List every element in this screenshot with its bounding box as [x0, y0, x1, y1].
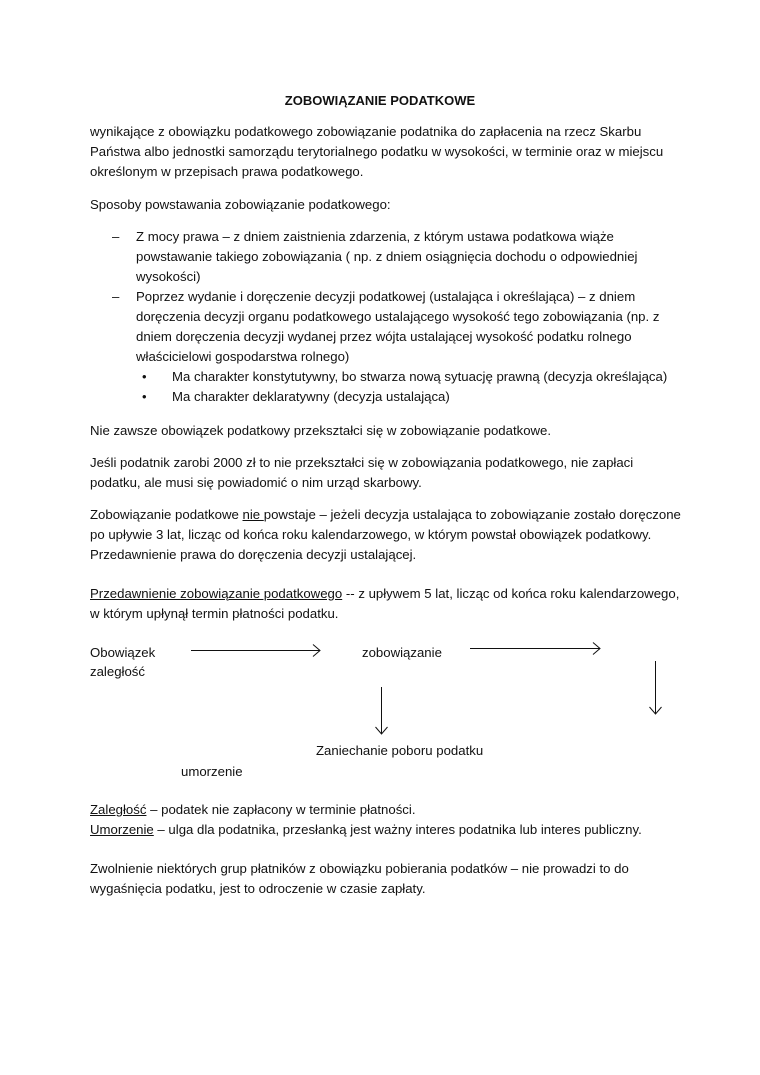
- ways-line: właścicielowi gospodarstwa rolnego): [136, 349, 350, 364]
- ways-line: powstawanie takiego zobowiązania ( np. z dniem osiągnięcia dochodu o odpowiedniej: [136, 249, 638, 264]
- definition-text: – ulga dla podatnika, przesłanką jest ważny interes podatnika lub interes publiczny.: [153, 822, 642, 837]
- ways-line: Poprzez wydanie i doręczenie decyzji podatkowej (ustalająca i określająca) – z dniem: [136, 289, 636, 304]
- not-arise-post: powstaje – jeżeli decyzja ustalająca to zobowiązanie zostało doręczone: [263, 507, 681, 522]
- decision-character-item: [90, 387, 680, 407]
- arrow-right-icon: [191, 645, 320, 657]
- example-line: Jeśli podatnik zarobi 2000 zł to nie przekształci się w zobowiązania podatkowego, nie zapłaci: [90, 455, 634, 470]
- exemption-line: wygaśnięcia podatku, jest to odroczenie w czasie zapłaty.: [90, 881, 426, 896]
- exemption-paragraph: [90, 859, 680, 899]
- arrow-down-icon: [650, 661, 662, 714]
- not-arise-underlined: nie: [242, 507, 264, 522]
- limitation-paragraph: [90, 584, 680, 624]
- diagram-zaniechanie: Zaniechanie poboru podatku: [316, 743, 484, 758]
- not-always-text: Nie zawsze obowiązek podatkowy przekształci się w zobowiązanie podatkowe.: [90, 423, 552, 438]
- arrow-right-icon: [470, 643, 600, 655]
- ways-line: wysokości): [136, 269, 201, 284]
- intro-line: Państwa albo jednostki samorządu terytorialnego podatku w wysokości, w terminie oraz w miejscu: [90, 144, 664, 159]
- limitation-line: w którym upłynął termin płatności podatku.: [90, 606, 339, 621]
- intro-line: określonym w przepisach prawa podatkowego.: [90, 164, 364, 179]
- ways-heading: [90, 195, 680, 215]
- dash-marker: –: [112, 229, 120, 244]
- arrow-down-icon: [376, 687, 388, 734]
- definition-text: – podatek nie zapłacony w terminie płatności.: [146, 802, 416, 817]
- decision-character-text: Ma charakter deklaratywny (decyzja ustalająca): [172, 389, 450, 404]
- decision-character-list: [136, 367, 680, 407]
- intro-paragraph: [90, 122, 680, 182]
- ways-heading-text: Sposoby powstawania zobowiązanie podatkowego:: [90, 197, 391, 212]
- definition-term: Umorzenie: [90, 822, 154, 837]
- limitation-line: [90, 584, 680, 604]
- example-paragraph: [90, 453, 680, 493]
- not-arise-line: po upływie 3 lat, licząc od końca roku kalendarzowego, w którym powstał obowiązek podatkowy.: [90, 527, 652, 542]
- not-arise-pre: Zobowiązanie podatkowe: [90, 507, 243, 522]
- document-title: ZOBOWIĄZANIE PODATKOWE: [284, 93, 476, 108]
- ways-list: [90, 227, 680, 407]
- bullet-marker: •: [142, 369, 147, 384]
- not-arise-paragraph: [90, 505, 680, 565]
- diagram-umorzenie: umorzenie: [181, 764, 243, 779]
- diagram-zobowiazanie: zobowiązanie: [362, 645, 442, 660]
- limitation-term: Przedawnienie zobowiązanie podatkowego: [90, 586, 343, 601]
- not-arise-line: Przedawnienie prawa do doręczenia decyzji ustalającej.: [90, 547, 417, 562]
- not-always-paragraph: [90, 421, 680, 441]
- exemption-line: Zwolnienie niektórych grup płatników z obowiązku pobierania podatków – nie prowadzi to do: [90, 861, 629, 876]
- diagram-zaleglosc: zaległość: [90, 664, 145, 679]
- ways-list-item: [90, 227, 680, 287]
- definition-umorzenie: [90, 820, 680, 840]
- ways-line: doręczenia decyzji organu podatkowego ustalającego wysokość tego zobowiązania (np. z: [136, 309, 660, 324]
- dash-marker: –: [112, 289, 120, 304]
- definitions: [90, 800, 680, 840]
- not-arise-line: [90, 505, 680, 525]
- ways-list-item: [90, 287, 680, 407]
- limitation-post: -- z upływem 5 lat, licząc od końca roku kalendarzowego,: [342, 586, 680, 601]
- bullet-marker: •: [142, 389, 147, 404]
- decision-character-text: Ma charakter konstytutywny, bo stwarza nową sytuację prawną (decyzja określająca): [172, 369, 668, 384]
- decision-character-item: [90, 367, 680, 387]
- definition-term: Zaległość: [90, 802, 147, 817]
- example-line: podatku, ale musi się powiadomić o nim urząd skarbowy.: [90, 475, 422, 490]
- intro-line: wynikające z obowiązku podatkowego zobowiązanie podatnika do zapłacenia na rzecz Skarbu: [90, 124, 642, 139]
- definition-zaleglosc: [90, 800, 680, 820]
- diagram-obowiazek: Obowiązek: [90, 645, 156, 660]
- ways-line: dniem doręczenia decyzji wydanej przez wójta ustalającej wysokość podatku rolnego: [136, 329, 632, 344]
- ways-line: Z mocy prawa – z dniem zaistnienia zdarzenia, z którym ustawa podatkowa wiąże: [136, 229, 614, 244]
